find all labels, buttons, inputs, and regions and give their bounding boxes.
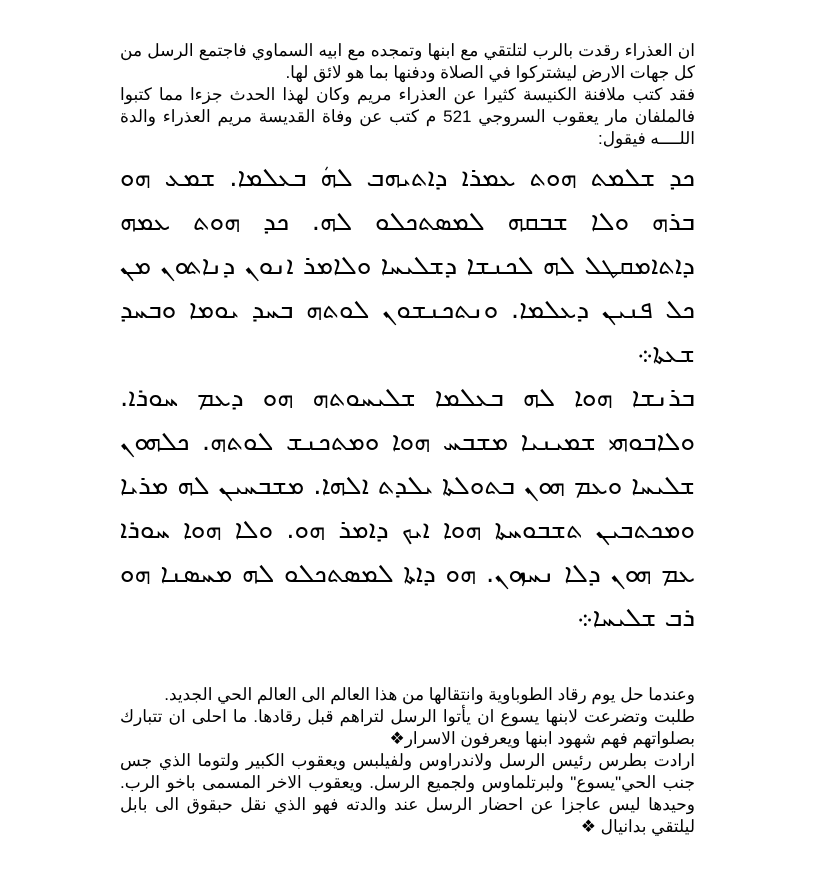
intro-text <box>120 40 695 150</box>
outro-text <box>120 684 695 838</box>
syriac-paragraph-2: ܒܪܢܫܐ ܗܘܐ ܠܗ ܒܥܠܡܐ ܫܠܝܚܘܬܗ ܗܘ ܕܥܡ ܚܘܪܐ. ܘܠܐܒܘܗܝ ܫܡܝܢܝܐ ܡܫܒܚ ܗܘܐ ܘܡܬܟܢܫ ܠܘܬܗ. ܟܠܗܘܢ ܫܠܝܚܐ ܘܥܡ ܗܘܢ ܒܬܘܠܬܐ ܝܠܕܬ ܐܠܗܐ. ܡܫܒܚܝܢ ܠܗ ܡܪܝܐ ܘܡܟܬܒܝܢ ܬܫܒܘܚܬܐ ܗܘܐ ܐܝܟ ܕܐܡܪ ܗܘ. ܘܠܐ ܗܘܐ ܚܘܪܐ ܥܡ ܗܘܢ ܕܠܐ ܢܚܙܘܢ. ܗܘ ܕܐܬܐ ܠܡܣܬܟܠܘ ܠܗ ܡܚܣܢܐ ܗܘ ܪܒ ܫܠܝܚܐ܀ <box>120 383 695 633</box>
intro-paragraph-1: ان العذراء رقدت بالرب لتلتقي مع ابنها وتمجده مع ابيه السماوي فاجتمع الرسل من كل جهات الارض ليشتركوا في الصلاة ودفنها بما هو لائق لها. <box>120 41 695 82</box>
outro-paragraph-2: طلبت وتضرعت لابنها يسوع ان يأتوا الرسل لتراهم قبل رقادها. ما احلى ان تتبارك بصلواتهم فهم شهود ابنها ويعرفون الاسرار❖ <box>120 707 695 748</box>
intro-paragraph-2: فقد كتب ملافنة الكنيسة كثيرا عن العذراء مريم وكان لهذا الحدث جزءا مما كتبوا فالملفان مار يعقوب السروجي 521 م كتب عن وفاة القديسة مريم العذراء والدة اللــــه فيقول: <box>120 85 695 148</box>
document-page <box>120 40 695 838</box>
spacer <box>120 640 695 684</box>
outro-paragraph-1: وعندما حل يوم رقاد الطوباوية وانتقالها من هذا العالم الى العالم الحي الجديد. <box>164 685 695 704</box>
outro-paragraph-3: ارادت بطرس رئيس الرسل ولاندراوس ولفيلبس ويعقوب الكبير ولتوما الذي جس جنب الحي"يسوع" ولبرتلماوس ولجميع الرسل. ويعقوب الاخر المسمى باخو الرب. وحيدها ليس عاجزا عن احضار الرسل عند والدته فهو الذي نقل حبقوق الى بابل ليلتقي بدانيال ❖ <box>120 751 695 836</box>
syriac-paragraph-1: ܟܕ ܫܠܡܬ ܗܘܬ ܥܡܪܐ ܕܐܬܝܗܒ ܠܗܿ ܒܥܠܡܐ. ܫܡܥ ܗܘ ܒܪܗ ܘܠܐ ܫܒܩܗ ܠܡܣܬܟܠܘ ܠܗ. ܟܕ ܗܘܬ ܥܡܗ ܕܐܬܐܡܩܛܠ ܠܗ ܠܟܢܫܐ ܕܫܠܝܚܐ ܘܠܐܡܪ ܐܢܘܢ ܕܢܐܬܘܢ ܡܢ ܟܠ ܦܢܝܢ ܕܥܠܡܐ. ܘܢܬܟܢܫܘܢ ܠܘܬܗ ܒܚܕ ܝܘܡܐ ܘܒܚܕ ܫܥܬܐ܀ <box>120 163 695 369</box>
syriac-text <box>120 156 695 640</box>
